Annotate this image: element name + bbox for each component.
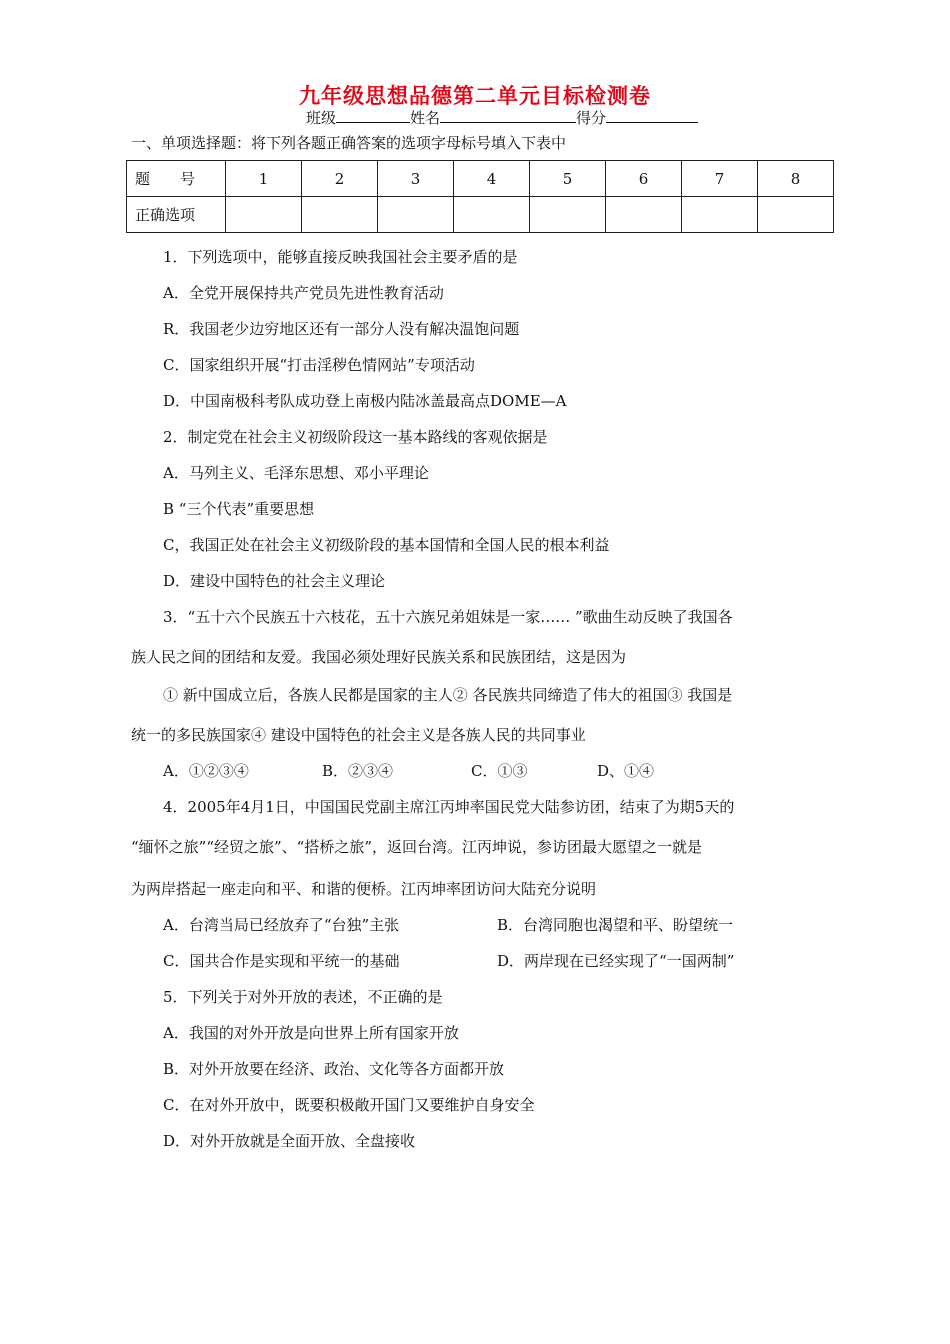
option-text: C．国共合作是实现和平统一的基础 [163, 952, 400, 970]
question-number: 4 [454, 161, 530, 197]
option-text: B．②③④ [322, 762, 394, 780]
option-text: D．中国南极科考队成功登上南极内陆冰盖最高点DOME—A [163, 392, 567, 410]
question-text: “缅怀之旅”“经贸之旅”、“搭桥之旅”，返回台湾。江丙坤说，参访团最大愿望之一就是 [131, 838, 703, 856]
answer-cell[interactable] [302, 197, 378, 233]
question-text: 族人民之间的团结和友爱。我国必须处理好民族关系和民族团结，这是因为 [131, 648, 627, 666]
question-number: 2 [302, 161, 378, 197]
question-number: 1 [226, 161, 302, 197]
option-text: D．两岸现在已经实现了“一国两制” [497, 952, 735, 970]
option-text: C．①③ [471, 762, 528, 780]
question-number-header: 题 号 [127, 161, 226, 197]
name-label: 姓名 [410, 109, 441, 127]
section-heading: 一、单项选择题：将下列各题正确答案的选项字母标号填入下表中 [131, 134, 567, 152]
option-text: A．台湾当局已经放弃了“台独”主张 [163, 916, 400, 934]
table-row [127, 197, 834, 233]
question-3: 3．“五十六个民族五十六枝花，五十六族兄弟姐妹是一家…… ”歌曲生动反映了我国各 [163, 608, 733, 626]
question-5: 5．下列关于对外开放的表述，不正确的是 [163, 988, 443, 1006]
answer-cell[interactable] [758, 197, 834, 233]
option-text: A．①②③④ [163, 762, 249, 780]
question-text: 统一的多民族国家④ 建设中国特色的社会主义是各族人民的共同事业 [131, 726, 586, 744]
option-text: A．马列主义、毛泽东思想、邓小平理论 [163, 464, 429, 482]
option-text: R．我国老少边穷地区还有一部分人没有解决温饱问题 [163, 320, 520, 338]
question-text: 为两岸搭起一座走向和平、和谐的便桥。江丙坤率团访问大陆充分说明 [131, 880, 597, 898]
class-blank[interactable] [336, 107, 410, 123]
answer-cell[interactable] [454, 197, 530, 233]
answer-cell[interactable] [530, 197, 606, 233]
option-text: B．台湾同胞也渴望和平、盼望统一 [497, 916, 734, 934]
option-text: D．对外开放就是全面开放、全盘接收 [163, 1132, 416, 1150]
question-2: 2．制定党在社会主义初级阶段这一基本路线的客观依据是 [163, 428, 548, 446]
class-label: 班级 [306, 109, 337, 127]
student-info [306, 107, 698, 128]
question-1: 1．下列选项中，能够直接反映我国社会主要矛盾的是 [163, 248, 518, 266]
option-text: C．国家组织开展“打击淫秽色情网站”专项活动 [163, 356, 475, 374]
option-text: C．在对外开放中，既要积极敞开国门又要维护自身安全 [163, 1096, 535, 1114]
page-title: 九年级思想品德第二单元目标检测卷 [299, 83, 651, 108]
question-number: 6 [606, 161, 682, 197]
option-text: B．对外开放要在经济、政治、文化等各方面都开放 [163, 1060, 505, 1078]
score-blank[interactable] [606, 107, 698, 123]
question-text: ① 新中国成立后，各族人民都是国家的主人② 各民族共同缔造了伟大的祖国③ 我国是 [163, 686, 733, 704]
score-label: 得分 [576, 109, 607, 127]
option-text: D、①④ [597, 762, 655, 780]
question-number: 7 [682, 161, 758, 197]
question-4: 4．2005年4月1日，中国国民党副主席江丙坤率国民党大陆参访团，结束了为期5天的 [163, 798, 735, 816]
question-number: 3 [378, 161, 454, 197]
option-text: A．全党开展保持共产党员先进性教育活动 [163, 284, 444, 302]
answer-table [126, 160, 834, 233]
option-text: C，我国正处在社会主义初级阶段的基本国情和全国人民的根本利益 [163, 536, 610, 554]
option-text: B “三个代表”重要思想 [163, 500, 315, 518]
answer-cell[interactable] [682, 197, 758, 233]
name-blank[interactable] [440, 107, 576, 123]
table-row [127, 161, 834, 197]
answer-cell[interactable] [606, 197, 682, 233]
question-number: 8 [758, 161, 834, 197]
option-text: A．我国的对外开放是向世界上所有国家开放 [163, 1024, 459, 1042]
answer-cell[interactable] [226, 197, 302, 233]
question-number: 5 [530, 161, 606, 197]
answer-cell[interactable] [378, 197, 454, 233]
answer-row-header: 正确选项 [127, 197, 226, 233]
option-text: D．建设中国特色的社会主义理论 [163, 572, 386, 590]
